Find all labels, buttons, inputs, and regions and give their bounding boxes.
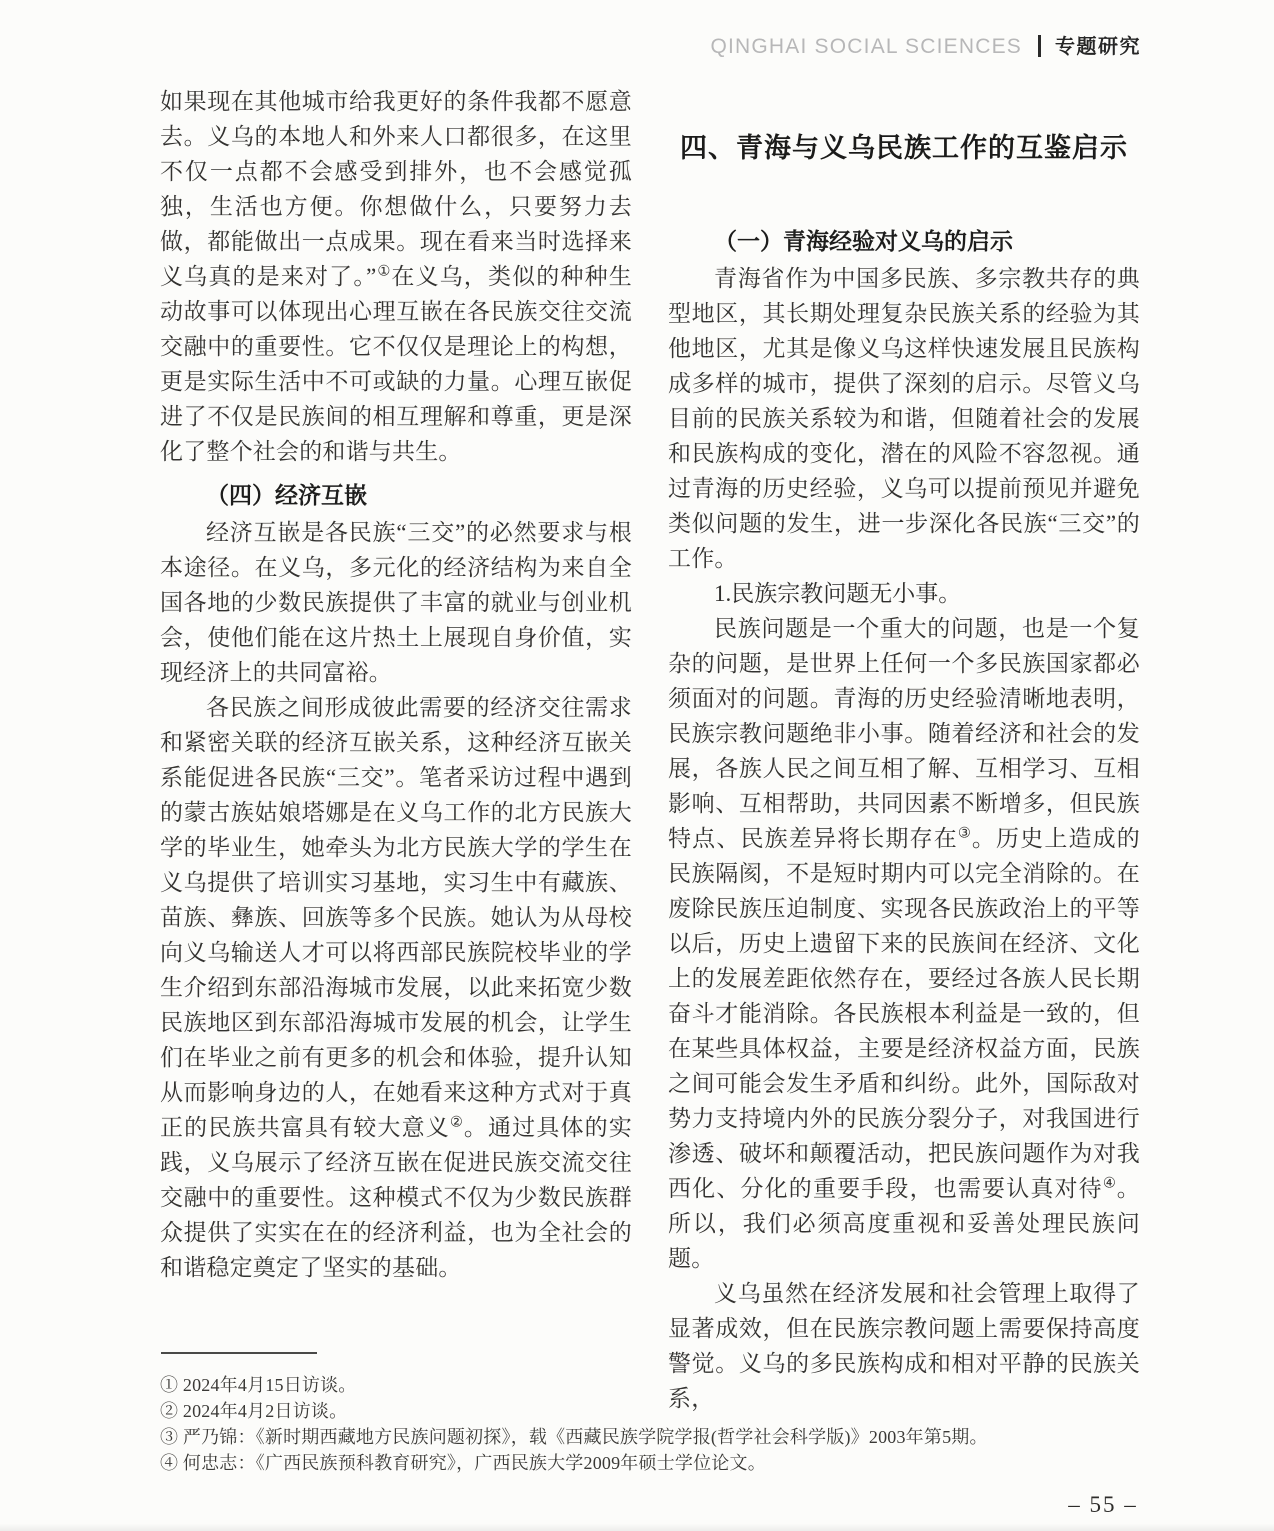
section-heading-economic-embedding: （四）经济互嵌: [206, 482, 367, 508]
paragraph-economic-1: 经济互嵌是各民族“三交”的必然要求与根本途径。在义乌，多元化的经济结构为来自全国各地的少数民族提供了丰富的就业与创业机会，使他们能在这片热土上展现自身价值，实现经济上的共同富裕。: [160, 520, 632, 685]
left-column: [160, 84, 632, 1285]
footnote-2: ② 2024年4月2日访谈。: [160, 1401, 348, 1421]
footnote-separator-rule: [161, 1352, 317, 1354]
header-section-label: 专题研究: [1055, 36, 1141, 58]
paragraph-economic-2: 各民族之间形成彼此需要的经济交往需求和紧密关联的经济互嵌关系，这种经济互嵌关系能促进各民族“三交”。笔者采访过程中遇到的蒙古族姑娘塔娜是在义乌工作的北方民族大学的毕业生，她牵头为北方民族大学的学生在义乌提供了培训实习基地，实习生中有藏族、苗族、彝族、回族等多个民族。她认为从母校向义乌输送人才可以将西部民族院校毕业的学生介绍到东部沿海城市发展，以此来拓宽少数民族地区到东部沿海城市发展的机会，让学生们在毕业之前有更多的机会和体验，提升认知从而影响身边的人，在她看来这种方式对于真正的民族共富具有较大意义②。通过具体的实践，义乌展示了经济互嵌在促进民族交流交往交融中的重要性。这种模式不仅为少数民族群众提供了实实在在的经济利益，也为全社会的和谐稳定奠定了坚实的基础。: [160, 695, 632, 1280]
numbered-point-ethnic-religion: 1.民族宗教问题无小事。: [714, 581, 962, 606]
chapter-heading-mutual-insights: 四、青海与义乌民族工作的互鉴启示: [680, 133, 1128, 163]
footnote-3: ③ 严乃锦：《新时期西藏地方民族问题初探》，载《西藏民族学院学报(哲学社会科学版)》2003年第5期。: [160, 1427, 988, 1447]
scan-edge-shadow: [0, 1523, 1274, 1531]
journal-name-english: QINGHAI SOCIAL SCIENCES: [710, 35, 1022, 58]
running-head: [0, 30, 1141, 59]
footnote-4: ④ 何忠志：《广西民族预科教育研究》，广西民族大学2009年硕士学位论文。: [160, 1453, 766, 1473]
footnote-1: ① 2024年4月15日访谈。: [160, 1375, 357, 1395]
right-column: [668, 84, 1140, 1416]
paragraph-qinghai-2: 民族问题是一个重大的问题，也是一个复杂的问题，是世界上任何一个多民族国家都必须面对的问题。青海的历史经验清晰地表明，民族宗教问题绝非小事。随着经济和社会的发展，各族人民之间互相了解、互相学习、互相影响、互相帮助，共同因素不断增多，但民族特点、民族差异将长期存在③。历史上造成的民族隔阂，不是短时期内可以完全消除的。在废除民族压迫制度、实现各民族政治上的平等以后，历史上遗留下来的民族间在经济、文化上的发展差距依然存在，要经过各族人民长期奋斗才能消除。各民族根本利益是一致的，但在某些具体权益，主要是经济权益方面，民族之间可能会发生矛盾和纠纷。此外，国际敌对势力支持境内外的民族分裂分子，对我国进行渗透、破坏和颠覆活动，把民族问题作为对我西化、分化的重要手段，也需要认真对待④。所以，我们必须高度重视和妥善处理民族问题。: [668, 616, 1140, 1271]
page-number: – 55 –: [1068, 1492, 1138, 1517]
header-divider-bar: [1038, 35, 1041, 57]
paragraph-qinghai-1: 青海省作为中国多民族、多宗教共存的典型地区，其长期处理复杂民族关系的经验为其他地区，尤其是像义乌这样快速发展且民族构成多样的城市，提供了深刻的启示。尽管义乌目前的民族关系较为和谐，但随着社会的发展和民族构成的变化，潜在的风险不容忽视。通过青海的历史经验，义乌可以提前预见并避免类似问题的发生，进一步深化各民族“三交”的工作。: [668, 266, 1140, 571]
section-heading-qinghai-experience: （一）青海经验对义乌的启示: [714, 228, 1013, 254]
paragraph-qinghai-3: 义乌虽然在经济发展和社会管理上取得了显著成效，但在民族宗教问题上需要保持高度警觉。义乌的多民族构成和相对平静的民族关系，: [668, 1281, 1140, 1411]
continuation-paragraph: 如果现在其他城市给我更好的条件我都不愿意去。义乌的本地人和外来人口都很多，在这里不仅一点都不会感受到排外，也不会感觉孤独，生活也方便。你想做什么，只要努力去做，都能做出一点成果。现在看来当时选择来义乌真的是来对了。”①在义乌，类似的种种生动故事可以体现出心理互嵌在各民族交往交流交融中的重要性。它不仅仅是理论上的构想，更是实际生活中不可或缺的力量。心理互嵌促进了不仅是民族间的相互理解和尊重，更是深化了整个社会的和谐与共生。: [160, 89, 632, 464]
footnote-block: [160, 1372, 1150, 1476]
